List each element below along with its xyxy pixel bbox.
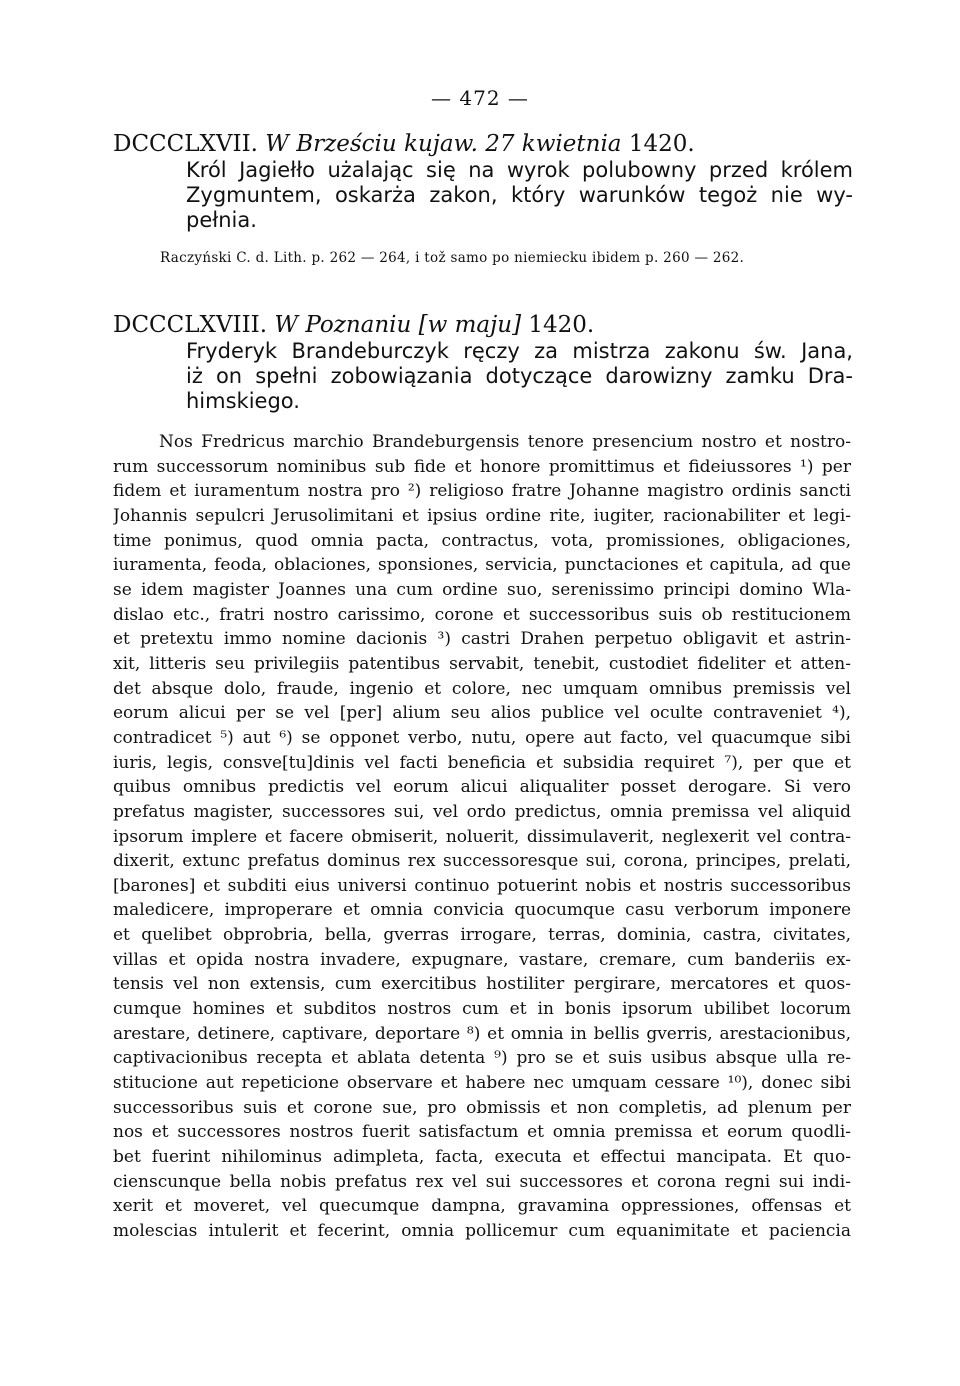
body-line: arestare, detinere, captivare, deportare ⁸) et omnia in bellis gverris, arestacionibus, — [113, 1023, 851, 1044]
body-line: et quelibet obprobria, bella, gverras irrogare, terras, dominia, castra, civitates, — [113, 925, 851, 946]
document-body — [113, 430, 851, 1244]
body-line: contradicet ⁵) aut ⁶) se opponet verbo, nutu, opere aut facto, vel quacumque sibi — [113, 727, 851, 748]
body-line: tensis vel non extensis, cum exercitibus hostiliter pergirare, mercatores et quos- — [113, 974, 851, 995]
entry-dccclxvii — [113, 130, 853, 267]
body-line: Johannis sepulcri Jerusolimitani et ipsius ordine rite, iugiter, racionabiliter et legi- — [113, 505, 851, 526]
body-line: [barones] et subditi eius universi continuo potuerint nobis et nostris successoribus — [113, 875, 851, 896]
entry-year: 1420. — [528, 312, 595, 338]
body-line: Nos Fredricus marchio Brandeburgensis tenore presencium nostro et nostro- — [159, 432, 851, 452]
entry-number: DCCCLXVII. — [113, 131, 258, 157]
entry-year: 1420. — [628, 131, 695, 157]
body-line: rum successorum nominibus sub fide et honore promittimus et fideiussores ¹) per — [113, 456, 851, 477]
body-line: time ponimus, quod omnia pacta, contractus, vota, promissiones, obligaciones, — [113, 530, 851, 551]
body-line: bet fuerint nihilominus adimpleta, facta, executa et effectui mancipata. Et quo- — [113, 1147, 851, 1168]
entry-place: W Brześciu kujaw. — [265, 131, 478, 157]
summary-line: iż on spełni zobowiązania dotyczące darowizny zamku Dra- — [186, 364, 853, 388]
entry-place: W Poznaniu [w maju] — [274, 312, 522, 338]
entry-date: 27 kwietnia — [485, 131, 622, 157]
body-line: quibus omnibus predictis vel eorum alicui aliqualiter posset derogare. Si vero — [113, 777, 851, 798]
body-line: dislao etc., fratri nostro carissimo, corone et successoribus suis ob restitucionem — [113, 604, 851, 625]
body-line: eorum alicui per se vel [per] alium seu alios publice vel oculte contraveniet ⁴), — [113, 703, 851, 724]
body-line: villas et opida nostra invadere, expugnare, vastare, cremare, cum banderiis ex- — [113, 949, 851, 970]
entry-number: DCCCLXVIII. — [113, 312, 268, 338]
body-line: dixerit, extunc prefatus dominus rex successoresque sui, corona, principes, prelati, — [113, 851, 851, 872]
summary-line: Zygmuntem, oskarża zakon, który warunków tegoż nie wy- — [186, 183, 853, 207]
body-line: cumque homines et subditos nostros cum et in bonis ipsorum ubilibet locorum — [113, 999, 851, 1020]
entry-dccclxviii — [113, 311, 853, 414]
body-line: det absque dolo, fraude, ingenio et colore, nec umquam omnibus premissis vel — [113, 678, 851, 699]
entry-heading — [113, 311, 853, 339]
body-line: xerit et moveret, vel quecumque dampna, gravamina oppressiones, offensas et — [113, 1196, 851, 1217]
body-line: xit, litteris seu privilegiis patentibus servabit, tenebit, custodiet fideliter et atten- — [113, 653, 851, 674]
entry-heading — [113, 130, 853, 158]
body-line: cienscunque bella nobis prefatus rex vel sui successores et corona regni sui indi- — [113, 1171, 851, 1192]
body-line: prefatus magister, successores sui, vel ordo predictus, omnia premissa vel aliquid — [113, 801, 851, 822]
entry-summary — [186, 158, 853, 233]
page-number: — 472 — — [431, 86, 529, 110]
body-line: nos et successores nostros fuerit satisfactum et omnia premissa et eorum quodli- — [113, 1122, 851, 1143]
body-line: fidem et iuramentum nostra pro ²) religioso fratre Johanne magistro ordinis sancti — [113, 481, 851, 502]
body-line: stitucione aut repeticione observare et habere nec umquam cessare ¹⁰), donec sibi — [113, 1073, 851, 1094]
body-line: captivacionibus recepta et ablata detenta ⁹) pro se et suis usibus absque ulla re- — [113, 1048, 851, 1069]
body-line: se idem magister Joannes una cum ordine suo, serenissimo principi domino Wla- — [113, 579, 851, 600]
body-line: molescias intulerit et fecerint, omnia pollicemur cum equanimitate et paciencia — [113, 1221, 851, 1241]
body-line: ipsorum implere et facere obmiserit, noluerit, dissimulaverit, neglexerit vel contra- — [113, 826, 851, 847]
summary-line: himskiego. — [186, 389, 300, 413]
summary-line: pełnia. — [186, 208, 257, 232]
entry-summary — [186, 339, 853, 414]
body-line: iuris, legis, consve[tu]dinis vel facti beneficia et subsidia requiret ⁷), per que et — [113, 752, 851, 773]
body-line: maledicere, improperare et omnia convicia quocumque casu verborum imponere — [113, 900, 851, 921]
body-line: successoribus suis et corone sue, pro obmissis et non completis, ad plenum per — [113, 1097, 851, 1118]
summary-line: Fryderyk Brandeburczyk ręczy za mistrza zakonu św. Jana, — [186, 339, 853, 363]
body-line: et pretextu immo nomine dacionis ³) castri Drahen perpetuo obligavit et astrin- — [113, 629, 851, 650]
body-line: iuramenta, feoda, oblaciones, sponsiones, servicia, punctaciones et capitula, ad que — [113, 555, 851, 576]
entry-source: Raczyński C. d. Lith. p. 262 — 264, i tož samo po niemiecku ibidem p. 260 — 262. — [160, 250, 745, 266]
summary-line: Król Jagiełło użalając się na wyrok polubowny przed królem — [186, 158, 853, 182]
